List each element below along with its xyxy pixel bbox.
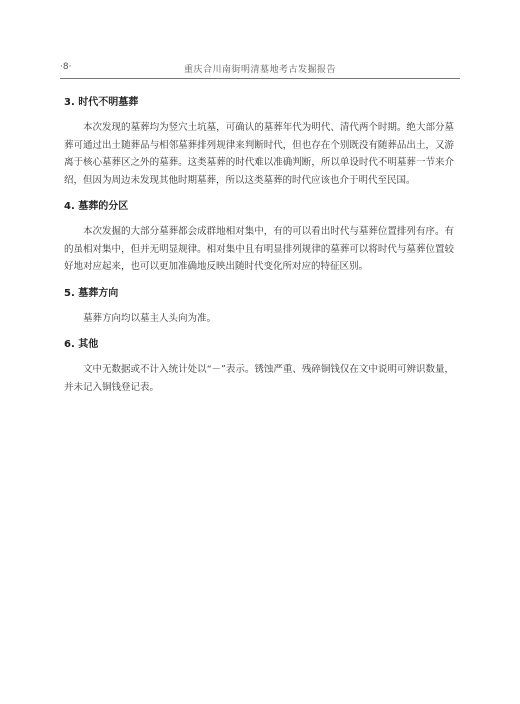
section-paragraph: 文中无数据或不计入统计处以“－”表示。锈蚀严重、残碎铜钱仅在文中说明可辨识数量，并未记入铜钱登记表。 (64, 364, 454, 393)
page-number: ·8· (60, 62, 72, 72)
page-content (64, 96, 454, 407)
section-heading: 3. 时代不明墓葬 (64, 97, 139, 108)
running-header (60, 62, 460, 76)
section-paragraph: 墓葬方向均以墓主人头向为准。 (83, 312, 217, 324)
header-divider (60, 78, 460, 79)
section-heading: 5. 墓葬方向 (64, 287, 119, 299)
section-tomb-zoning (64, 200, 454, 276)
section-tomb-orientation (64, 287, 454, 328)
section-heading: 6. 其他 (64, 339, 99, 350)
section-paragraph: 本次发掘的大部分墓葬都会成群地相对集中，有的可以看出时代与墓葬位置排列有序。有的虽相对集中，但并无明显规律。相对集中且有明显排列规律的墓葬可以将时代与墓葬位置较好地对应起来，也可以更加准确地反映出随时代变化所对应的特征区别。 (64, 226, 454, 272)
section-heading: 4. 墓葬的分区 (64, 201, 129, 212)
section-other-notes (64, 338, 454, 396)
book-title: 重庆合川南街明清墓地考古发掘报告 (183, 65, 336, 75)
section-paragraph: 本次发现的墓葬均为竖穴土坑墓，可确认的墓葬年代为明代、清代两个时期。绝大部分墓葬可通过出土随葬品与相邻墓葬排列规律来判断时代，但也存在个别既没有随葬品出土，又游离于核心墓葬区之外的墓葬。这类墓葬的时代难以准确判断，所以单设时代不明墓葬一节来介绍，但因为周边未发现其他时期墓葬，所以这类墓葬的时代应该也介于明代至民国。 (64, 122, 454, 186)
section-undated-tombs (64, 96, 454, 189)
